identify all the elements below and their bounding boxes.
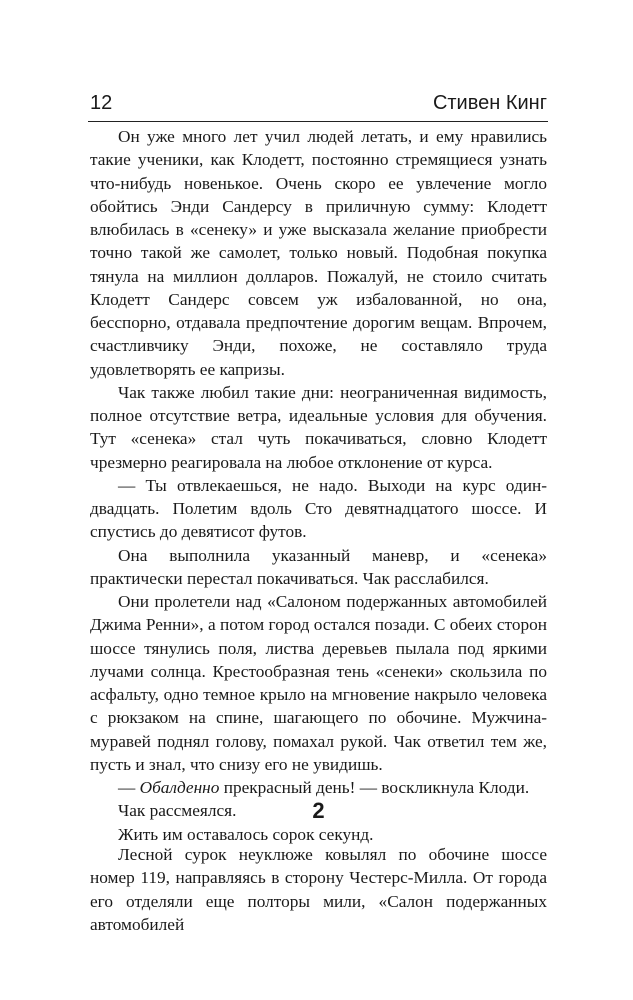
page-number: 12: [90, 92, 113, 114]
paragraph: Чак также любил такие дни: неограниченная видимость, полное отсутствие ветра, идеальные условия для обучения. Тут «сенека» стал чуть покачиваться, словно Клодетт чрезмерно реагировала на любое отклонение от курса.: [90, 382, 547, 472]
paragraph: Она выполнила указанный маневр, и «сенека» практически перестал покачиваться. Чак расслабился.: [90, 545, 547, 588]
paragraph: Чак рассмеялся.: [118, 801, 237, 821]
header-rule: [88, 121, 548, 122]
dash: —: [118, 778, 140, 797]
paragraph: Он уже много лет учил людей летать, и ему нравились такие ученики, как Клодетт, постоянно стремящиеся узнать что-нибудь новенькое. Очень скоро ее увлечение могло обойтись Энди Сандерсу в приличную сумму: Клодетт влюбилась в «сенеку» и уже высказала желание приобрести точно такой же самолет, только новый. Подобная покупка тянула на миллион долларов. Пожалуй, не стоило считать Клодетт Сандерс совсем уж избалованной, но она, бесспорно, отдавала предпочтение дорогим вещам. Впрочем, счастливчику Энди, похоже, не составляло труда удовлетворять ее капризы.: [90, 127, 547, 379]
paragraph: Лесной сурок неуклюже ковылял по обочине шоссе номер 119, направляясь в сторону Честерс-Милла. От города его отделяли еще полторы мили, «Салон подержанных автомобилей: [90, 845, 547, 934]
paragraph: — Ты отвлекаешься, не надо. Выходи на курс один-двадцать. Полетим вдоль Сто девятнадцатого шоссе. И спустись до девятисот футов.: [90, 475, 547, 542]
running-header: [90, 92, 547, 118]
body-text-section-1: [90, 125, 547, 846]
running-title-author: Стивен Кинг: [432, 92, 547, 114]
emphasized-word: Обалденно: [139, 778, 220, 797]
body-text-section-2: [90, 843, 547, 936]
exclamation-rest: прекрасный день! — воскликнула Клоди.: [219, 778, 530, 797]
paragraph: Они пролетели над «Салоном подержанных автомобилей Джима Ренни», а потом город остался позади. С обеих сторон шоссе тянулись поля, листва деревьев пылала под яркими лучами солнца. Крестообразная тень «сенеки» скользила по асфальту, одно темное крыло на мгновение накрыло человека с рюкзаком на спине, шагающего по обочине. Мужчина-муравей поднял голову, помахал рукой. Чак ответил тем же, пусть и знал, что снизу его не увидишь.: [90, 592, 547, 774]
chapter-number: 2: [312, 798, 325, 823]
paragraph-exclamation: [90, 776, 547, 799]
paragraph: Жить им оставалось сорок секунд.: [118, 824, 374, 844]
